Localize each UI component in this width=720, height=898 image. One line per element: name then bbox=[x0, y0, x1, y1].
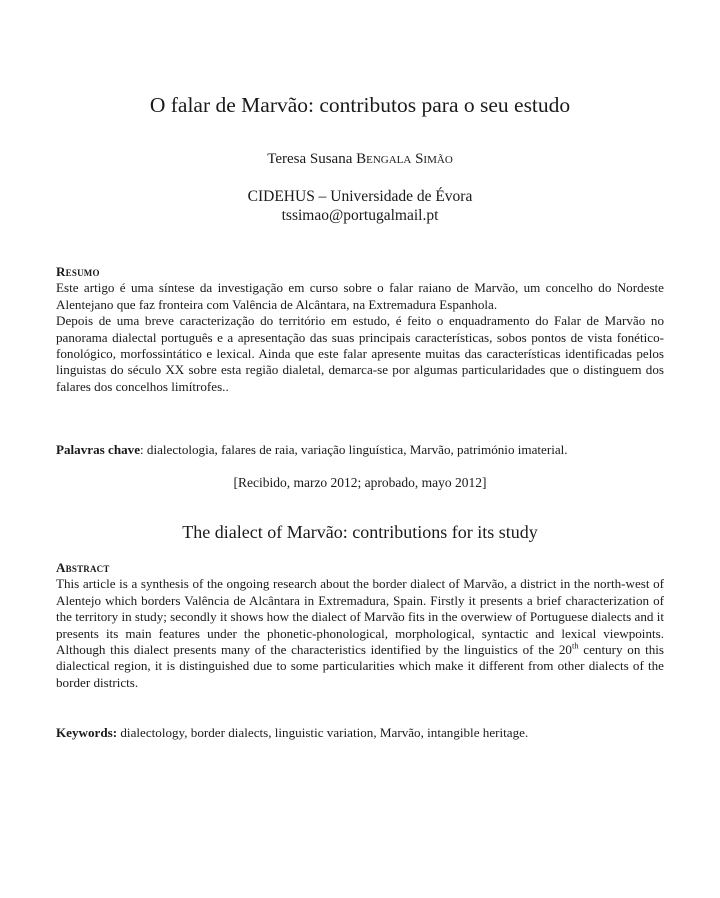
author-name bbox=[0, 150, 720, 168]
author-surname: Bengala Simão bbox=[356, 151, 453, 167]
keywords-line bbox=[56, 725, 664, 741]
keywords-section bbox=[56, 725, 664, 741]
abstract-paragraph bbox=[56, 576, 664, 691]
resumo-section bbox=[56, 264, 664, 395]
resumo-heading: Resumo bbox=[56, 264, 100, 279]
paper-title: O falar de Marvão: contributos para o seu estudo bbox=[149, 93, 571, 117]
abstract-superscript: th bbox=[571, 640, 579, 651]
abstract-section bbox=[56, 560, 664, 691]
abstract-text-part-1: This article is a synthesis of the ongoing research about the border dialect of Marvão, a district in the north-west of Alentejo which borders Valência de Alcântara in Extremadura, Spain. Firstly it presents a brief characterization of the territory in study; secondly it shows how the dialect of Marvão fits in the overwiew of Portuguese dialects and it presents its main features under the phonetic-phonological, morphological, syntactic and lexical viewpoints. Although this dialect presents many of the characteristics identified by the linguistics of the 20 bbox=[56, 576, 664, 658]
palavras-chave-label: Palavras chave bbox=[56, 442, 141, 457]
affiliation-institution: CIDEHUS – Universidade de Évora bbox=[247, 188, 473, 205]
palavras-chave-text: : dialectologia, falares de raia, variação linguística, Marvão, património imaterial. bbox=[140, 442, 568, 457]
keywords-label: Keywords: bbox=[56, 725, 118, 740]
resumo-paragraph-2: Depois de uma breve caracterização do território em estudo, é feito o enquadramento do Falar de Marvão no panorama dialectal português e a apresentação das suas principais características, sobos pontos de vista fonético-fonológico, morfossintático e lexical. Ainda que este falar apresente muitas das características identificadas pelos linguistas do século XX sobre esta região dialetal, demarca-se por algumas particularidades que o distinguem dos falares dos concelhos limítrofes.. bbox=[56, 313, 664, 394]
keywords-text: dialectology, border dialects, linguistic variation, Marvão, intangible heritage. bbox=[117, 725, 529, 740]
author-first-names: Teresa Susana bbox=[267, 151, 357, 167]
resumo-paragraph-1: Este artigo é uma síntese da investigação em curso sobre o falar raiano de Marvão, um concelho do Nordeste Alentejano que faz fronteira com Valência de Alcântara, na Extremadura Espanhola. bbox=[56, 280, 664, 312]
received-dates: [Recibido, marzo 2012; aprobado, mayo 2012] bbox=[233, 475, 487, 490]
palavras-chave bbox=[56, 442, 664, 458]
affiliation-block bbox=[0, 187, 720, 225]
english-title: The dialect of Marvão: contributions for its study bbox=[182, 522, 538, 542]
palavras-chave-line bbox=[56, 442, 664, 458]
abstract-heading: Abstract bbox=[56, 560, 110, 575]
abstract-text-part-2: century on this dialectical region, it is distinguished due to some particularities which make it different from other dialects of the border districts. bbox=[56, 642, 664, 690]
author-email: tssimao@portugalmail.pt bbox=[281, 207, 439, 224]
